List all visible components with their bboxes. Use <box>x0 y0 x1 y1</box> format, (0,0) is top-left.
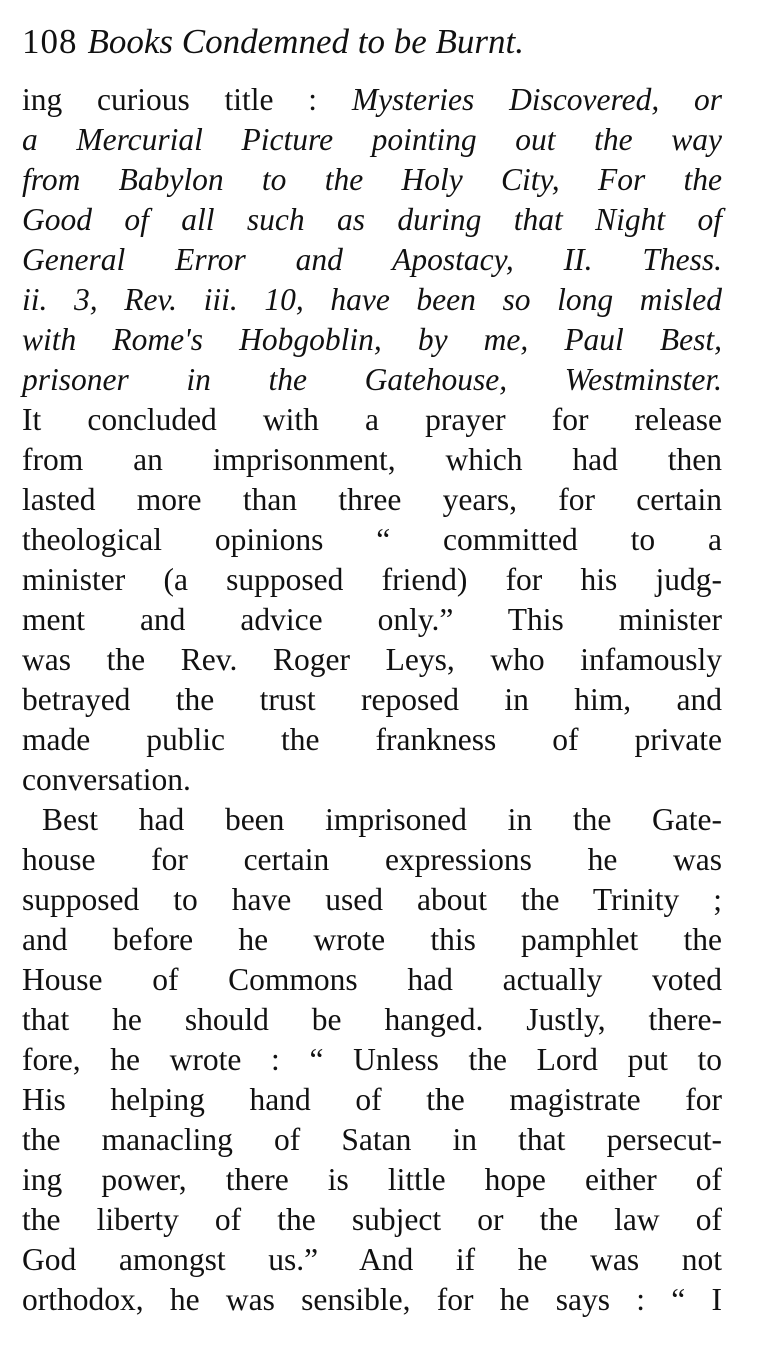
roman-text: from an imprisonment, which had then <box>22 442 722 477</box>
text-line <box>22 880 722 920</box>
text-line <box>22 280 722 320</box>
text-line <box>22 760 722 800</box>
roman-text: that he should be hanged. Justly, there- <box>22 1002 722 1037</box>
text-line <box>22 200 722 240</box>
text-line <box>22 1240 722 1280</box>
text-line <box>22 80 722 120</box>
italic-title-text: General Error and Apostacy, II. Thess. <box>22 242 722 277</box>
roman-text: Best had been imprisoned in the Gate- <box>42 802 722 837</box>
text-line <box>22 1120 722 1160</box>
text-line <box>22 1280 722 1320</box>
roman-text: the liberty of the subject or the law of <box>22 1202 722 1237</box>
italic-title-text: a Mercurial Picture pointing out the way <box>22 122 722 157</box>
roman-text: House of Commons had actually voted <box>22 962 722 997</box>
roman-text: God amongst us.” And if he was not <box>22 1242 722 1277</box>
text-line <box>22 360 722 400</box>
roman-text: betrayed the trust reposed in him, and <box>22 682 722 717</box>
text-line <box>22 600 722 640</box>
roman-text: ing power, there is little hope either of <box>22 1162 722 1197</box>
text-line <box>22 240 722 280</box>
roman-text: His helping hand of the magistrate for <box>22 1082 722 1117</box>
text-line <box>22 720 722 760</box>
text-line <box>22 480 722 520</box>
roman-text: made public the frankness of private <box>22 722 722 757</box>
text-line <box>22 640 722 680</box>
roman-text: fore, he wrote : “ Unless the Lord put to <box>22 1042 722 1077</box>
text-line <box>22 160 722 200</box>
roman-text: was the Rev. Roger Leys, who infamously <box>22 642 722 677</box>
roman-text: ing curious title : <box>22 82 352 117</box>
roman-text: conversation. <box>22 762 191 797</box>
text-line <box>22 800 722 840</box>
roman-text: minister (a supposed friend) for his judg- <box>22 562 722 597</box>
italic-title-text: Good of all such as during that Night of <box>22 202 722 237</box>
text-line <box>22 400 722 440</box>
text-line <box>22 960 722 1000</box>
roman-text: It concluded with a prayer for release <box>22 402 722 437</box>
paragraph-1 <box>22 80 722 800</box>
roman-text: orthodox, he was sensible, for he says : “ I <box>22 1282 722 1317</box>
text-line <box>22 920 722 960</box>
roman-text: house for certain expressions he was <box>22 842 722 877</box>
running-head <box>22 14 722 80</box>
italic-title-text: ii. 3, Rev. iii. 10, have been so long misled <box>22 282 722 317</box>
italic-title-text: prisoner in the Gatehouse, Westminster. <box>22 362 722 397</box>
text-line <box>22 320 722 360</box>
page-number: 108 <box>22 22 78 61</box>
text-line <box>22 1160 722 1200</box>
running-title: Books Condemned to be Burnt. <box>87 22 524 61</box>
roman-text: ment and advice only.” This minister <box>22 602 722 637</box>
text-line <box>22 1040 722 1080</box>
body-text <box>22 80 722 1320</box>
roman-text: lasted more than three years, for certain <box>22 482 722 517</box>
text-line <box>22 1080 722 1120</box>
italic-title-text: from Babylon to the Holy City, For the <box>22 162 722 197</box>
text-line <box>22 1200 722 1240</box>
italic-title-text: Mysteries Discovered, or <box>351 82 722 117</box>
paragraph-2 <box>22 800 722 1320</box>
roman-text: and before he wrote this pamphlet the <box>22 922 722 957</box>
book-page <box>22 14 722 1320</box>
text-line <box>22 840 722 880</box>
text-line <box>22 120 722 160</box>
roman-text: supposed to have used about the Trinity ; <box>22 882 722 917</box>
text-line <box>22 1000 722 1040</box>
text-line <box>22 520 722 560</box>
text-line <box>22 440 722 480</box>
roman-text: the manacling of Satan in that persecut- <box>22 1122 722 1157</box>
text-line <box>22 560 722 600</box>
roman-text: theological opinions “ committed to a <box>22 522 722 557</box>
italic-title-text: with Rome's Hobgoblin, by me, Paul Best, <box>22 322 722 357</box>
text-line <box>22 680 722 720</box>
